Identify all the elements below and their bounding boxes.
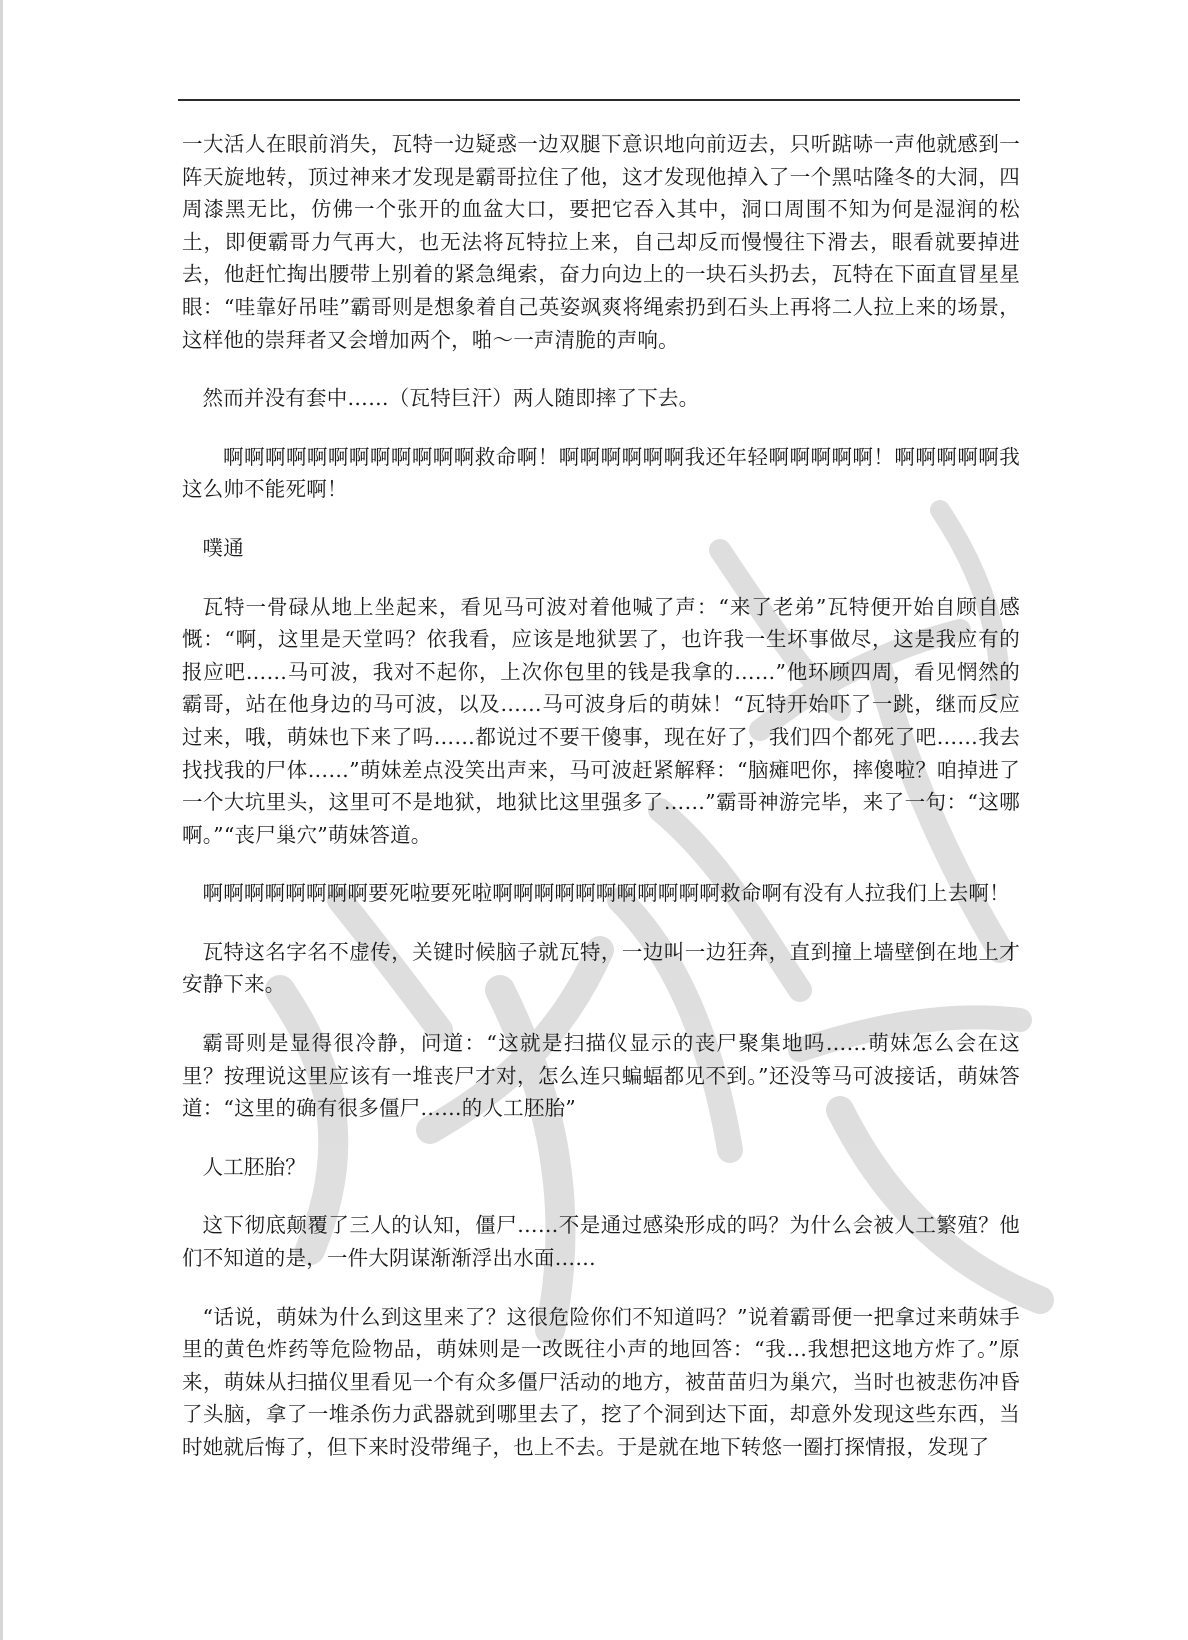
paragraph-6: 啊啊啊啊啊啊啊啊要死啦要死啦啊啊啊啊啊啊啊啊啊啊啊救命啊有没有人拉我们上去啊！ [202,881,1010,906]
paragraph-11: “话说，萌妹为什么到这里来了？这很危险你们不知道吗？”说着霸哥便一把拿过来萌妹手里的黄色炸药等危险物品，萌妹则是一改既往小声的地回答：“我…我想把这地方炸了。”原来，萌妹从扫描仪里看见一个有众多僵尸活动的地方，被苗苗归为巢穴，当时也被悲伤冲昏了头脑，拿了一堆杀伤力武器就到哪里去了，挖了个洞到达下面，却意外发现这些东西，当时她就后悔了，但下来时没带绳子，也上不去。于是就在地下转悠一圈打探情报，发现了 [182,1304,1020,1459]
document-body [182,128,1020,1464]
paragraph-4: 噗通 [202,535,244,560]
paragraph-5: 瓦特一骨碌从地上坐起来，看见马可波对着他喊了声：“来了老弟”瓦特便开始自顾自感慨：“啊，这里是天堂吗？依我看，应该是地狱罢了，也许我一生坏事做尽，这是我应有的报应吧……马可波，我对不起你，上次你包里的钱是我拿的……”他环顾四周，看见惘然的霸哥，站在他身边的马可波，以及……马可波身后的萌妹！“瓦特开始吓了一跳，继而反应过来，哦，萌妹也下来了吗……都说过不要干傻事，现在好了，我们四个都死了吧……我去找找我的尸体……”萌妹差点没笑出声来，马可波赶紧解释：“脑瘫吧你，摔傻啦？咱掉进了一个大坑里头，这里可不是地狱，地狱比这里强多了……”霸哥神游完毕，来了一句：“这哪啊。”“丧尸巢穴”萌妹答道。 [182,594,1020,847]
paragraph-8: 霸哥则是显得很冷静，问道：“这就是扫描仪显示的丧尸聚集地吗……萌妹怎么会在这里？按理说这里应该有一堆丧尸才对，怎么连只蝙蝠都见不到。”还没等马可波接话，萌妹答道：“这里的确有很多僵尸……的人工胚胎” [182,1031,1020,1121]
paragraph-7: 瓦特这名字名不虚传，关键时候脑子就瓦特，一边叫一边狂奔，直到撞上墙壁倒在地上才安静下来。 [182,939,1020,997]
header-rule [178,99,1020,101]
paragraph-10: 这下彻底颠覆了三人的认知，僵尸……不是通过感染形成的吗？为什么会被人工繁殖？他们不知道的是，一件大阴谋渐渐浮出水面…… [182,1213,1020,1271]
paragraph-9: 人工胚胎？ [202,1154,306,1179]
paragraph-1: 一大活人在眼前消失，瓦特一边疑惑一边双腿下意识地向前迈去，只听踮哧一声他就感到一阵天旋地转，顶过神来才发现是霸哥拉住了他，这才发现他掉入了一个黑咕隆冬的大洞，四周漆黑无比，仿佛一个张开的血盆大口，要把它吞入其中，洞口周围不知为何是湿润的松土，即便霸哥力气再大，也无法将瓦特拉上来，自己却反而慢慢往下滑去，眼看就要掉进去，他赶忙掏出腰带上别着的紧急绳索，奋力向边上的一块石头扔去，瓦特在下面直冒星星眼：“哇靠好吊哇”霸哥则是想象着自己英姿飒爽将绳索扔到石头上再将二人拉上来的场景，这样他的崇拜者又会增加两个，啪～一声清脆的声响。 [182,132,1020,352]
paragraph-3: 啊啊啊啊啊啊啊啊啊啊啊啊救命啊！啊啊啊啊啊啊我还年轻啊啊啊啊啊！啊啊啊啊啊我这么帅不能死啊！ [182,444,1020,502]
paragraph-2: 然而并没有套中……（瓦特巨汗）两人随即摔了下去。 [202,386,700,411]
page-left-edge [0,0,3,1640]
